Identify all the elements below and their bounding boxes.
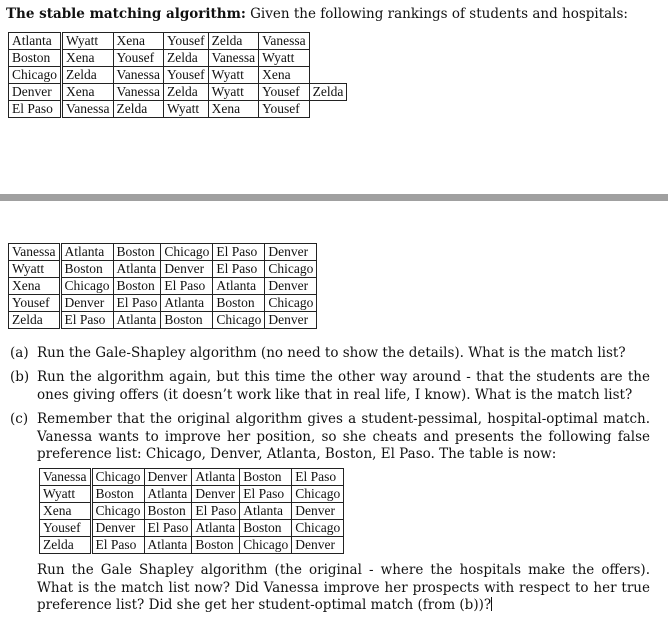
ranking-cell: Boston <box>161 312 213 329</box>
row-key-cell: Yousef <box>40 520 92 537</box>
ranking-cell: Yousef <box>164 33 209 50</box>
ranking-cell: Chicago <box>91 469 144 486</box>
ranking-cell: Denver <box>292 503 344 520</box>
ranking-cell: Chicago <box>265 261 317 278</box>
false-preference-table <box>39 468 344 554</box>
row-key-cell: Wyatt <box>40 486 92 503</box>
question-b <box>10 369 650 404</box>
ranking-cell: Denver <box>265 278 317 295</box>
ranking-cell: Zelda <box>164 84 209 101</box>
table-row <box>40 469 344 486</box>
ranking-cell: Atlanta <box>192 469 240 486</box>
table-row <box>40 503 344 520</box>
question-a-text: Run the Gale-Shapley algorithm (no need to show the details). What is the match list? <box>37 345 626 361</box>
ranking-cell: Chicago <box>91 503 144 520</box>
row-key-cell: Xena <box>9 278 61 295</box>
ranking-cell: Zelda <box>309 84 347 101</box>
table-row <box>40 537 344 554</box>
ranking-cell: Atlanta <box>113 261 161 278</box>
ranking-cell: Atlanta <box>240 503 292 520</box>
row-key-cell: El Paso <box>9 101 62 118</box>
ranking-cell: Vanessa <box>208 50 259 67</box>
ranking-cell: Chicago <box>292 520 344 537</box>
ranking-cell: Denver <box>144 469 192 486</box>
ranking-cell: Denver <box>91 520 144 537</box>
ranking-cell: Vanessa <box>113 84 164 101</box>
row-key-cell: Boston <box>9 50 62 67</box>
ranking-cell: Boston <box>240 469 292 486</box>
table-row <box>9 101 347 118</box>
ranking-cell: Atlanta <box>213 278 265 295</box>
question-b-text: Run the algorithm again, but this time the other way around - that the students are the ones giving offers (it doesn’t work like that in real life, I know). What is the match list? <box>37 369 650 403</box>
row-key-cell: Atlanta <box>9 33 62 50</box>
table-row <box>40 486 344 503</box>
ranking-cell: El Paso <box>240 486 292 503</box>
question-c-text: Remember that the original algorithm gives a student-pessimal, hospital-optimal match. Vanessa wants to improve her position, so she cheats and presents the following false preference list: Chicago, Denver, Atlanta, Boston, El Paso. The table is now: <box>37 411 650 462</box>
ranking-cell: El Paso <box>213 244 265 261</box>
ranking-cell: El Paso <box>213 261 265 278</box>
ranking-cell: Atlanta <box>60 244 113 261</box>
ranking-cell: El Paso <box>192 503 240 520</box>
ranking-cell: Boston <box>213 295 265 312</box>
ranking-cell: Chicago <box>60 278 113 295</box>
row-key-cell: Denver <box>9 84 62 101</box>
ranking-cell: El Paso <box>113 295 161 312</box>
ranking-cell: El Paso <box>292 469 344 486</box>
ranking-cell: Chicago <box>265 295 317 312</box>
question-a-label: (a) <box>10 345 29 361</box>
ranking-cell: Atlanta <box>192 520 240 537</box>
table-row <box>9 67 347 84</box>
row-key-cell: Vanessa <box>40 469 92 486</box>
ranking-cell: Vanessa <box>113 67 164 84</box>
ranking-cell: Xena <box>62 50 114 67</box>
ranking-cell: El Paso <box>161 278 213 295</box>
ranking-cell: Atlanta <box>113 312 161 329</box>
ranking-cell: Chicago <box>161 244 213 261</box>
question-b-label: (b) <box>10 369 30 385</box>
row-key-cell: Xena <box>40 503 92 520</box>
ranking-cell: El Paso <box>91 537 144 554</box>
ranking-cell: Boston <box>113 278 161 295</box>
ranking-cell: Chicago <box>213 312 265 329</box>
table-row <box>9 278 317 295</box>
ranking-cell: Wyatt <box>62 33 114 50</box>
ranking-cell: Denver <box>161 261 213 278</box>
row-key-cell: Zelda <box>9 312 61 329</box>
ranking-cell: Xena <box>62 84 114 101</box>
table-row <box>9 33 347 50</box>
question-c-followup-text: Run the Gale Shapley algorithm (the original - where the hospitals make the offers). What is the match list now? Did Vanessa improve her prospects with respect to her true preference list? Did she get her student-optimal match (from (b))? <box>37 562 650 613</box>
ranking-cell: Wyatt <box>208 67 259 84</box>
ranking-cell: El Paso <box>144 520 192 537</box>
question-c <box>10 411 650 464</box>
ranking-cell: Xena <box>208 101 259 118</box>
text-cursor <box>491 597 492 611</box>
ranking-cell: Zelda <box>164 50 209 67</box>
table-row <box>9 244 317 261</box>
ranking-cell: Xena <box>113 33 164 50</box>
question-a <box>10 345 650 363</box>
ranking-cell: Denver <box>60 295 113 312</box>
ranking-cell: Denver <box>192 486 240 503</box>
ranking-cell: Vanessa <box>62 101 114 118</box>
row-key-cell: Vanessa <box>9 244 61 261</box>
ranking-cell: Atlanta <box>144 537 192 554</box>
ranking-cell: Atlanta <box>144 486 192 503</box>
table-row <box>9 295 317 312</box>
row-key-cell: Wyatt <box>9 261 61 278</box>
ranking-cell: Yousef <box>113 50 164 67</box>
intro-text: Given the following rankings of students and hospitals: <box>245 6 628 22</box>
ranking-cell: Xena <box>259 67 310 84</box>
ranking-cell: Boston <box>240 520 292 537</box>
ranking-cell: Yousef <box>259 101 310 118</box>
student-ranking-table <box>8 243 317 329</box>
ranking-cell: Zelda <box>208 33 259 50</box>
ranking-cell: Denver <box>265 312 317 329</box>
row-key-cell: Zelda <box>40 537 92 554</box>
ranking-cell: Zelda <box>113 101 164 118</box>
table-row <box>9 312 317 329</box>
ranking-cell: Boston <box>60 261 113 278</box>
ranking-cell: Wyatt <box>208 84 259 101</box>
row-key-cell: Yousef <box>9 295 61 312</box>
intro-sentence <box>6 6 662 22</box>
intro-bold: The stable matching algorithm: <box>6 6 246 22</box>
ranking-cell: Wyatt <box>259 50 310 67</box>
question-c-label: (c) <box>10 411 29 427</box>
ranking-cell: Denver <box>265 244 317 261</box>
ranking-cell: Wyatt <box>164 101 209 118</box>
question-c-followup <box>37 562 650 615</box>
table-row <box>9 84 347 101</box>
ranking-cell: Chicago <box>292 486 344 503</box>
ranking-cell: El Paso <box>60 312 113 329</box>
ranking-cell: Boston <box>91 486 144 503</box>
section-divider <box>0 194 668 201</box>
table-row <box>40 520 344 537</box>
ranking-cell: Denver <box>292 537 344 554</box>
ranking-cell: Boston <box>144 503 192 520</box>
ranking-cell: Boston <box>192 537 240 554</box>
ranking-cell: Yousef <box>164 67 209 84</box>
ranking-cell: Boston <box>113 244 161 261</box>
table-row <box>9 50 347 67</box>
ranking-cell: Chicago <box>240 537 292 554</box>
hospital-ranking-table <box>8 32 347 118</box>
row-key-cell: Chicago <box>9 67 62 84</box>
ranking-cell: Yousef <box>259 84 310 101</box>
ranking-cell: Zelda <box>62 67 114 84</box>
ranking-cell: Atlanta <box>161 295 213 312</box>
ranking-cell: Vanessa <box>259 33 310 50</box>
table-row <box>9 261 317 278</box>
